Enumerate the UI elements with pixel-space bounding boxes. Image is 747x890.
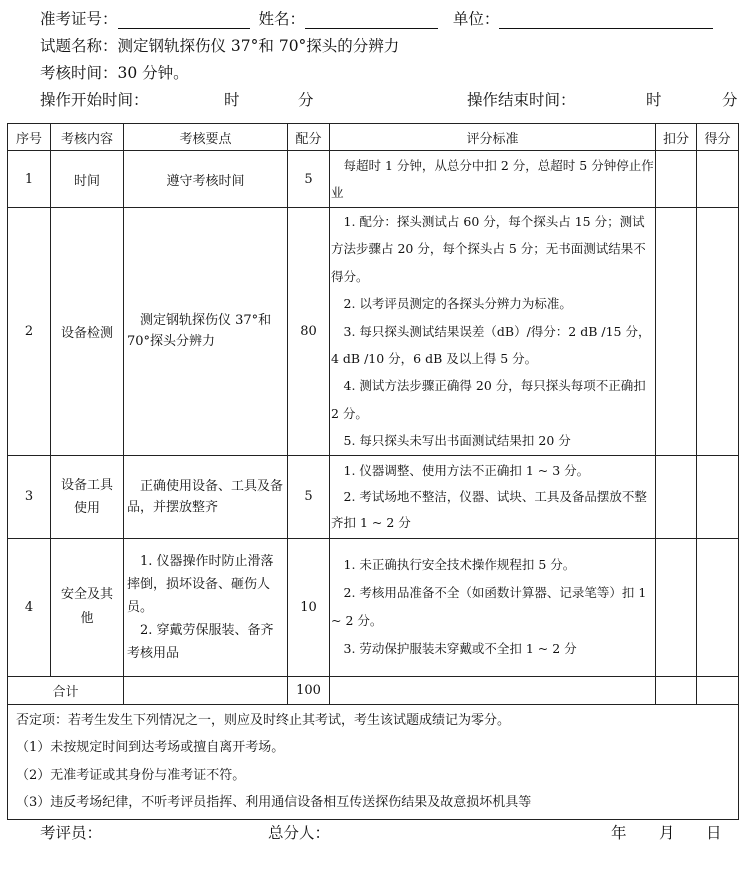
year-label: 年 [611,824,627,842]
row-criteria [330,538,656,676]
exam-duration: 考核时间：30 分钟。 [40,64,189,82]
row-score: 5 [288,455,330,538]
criteria-item: 每超时 1 分钟，从总分中扣 2 分，总超时 5 分钟停止作业 [331,157,654,200]
total-deduct-cell[interactable] [656,676,697,704]
start-time-label: 操作开始时间： [40,91,149,109]
criteria-item: 2. 考试场地不整洁，仪器、试块、工具及备品摆放不整齐扣 1 ~ 2 分 [331,488,647,530]
criteria-item: 1. 配分：探头测试占 60 分，每个探头占 15 分；测试方法步骤占 20 分，每个探头占 5 分；无书面测试结果不得分。 [331,214,646,284]
row-score: 80 [288,208,330,456]
negation-block [8,704,739,819]
col-header-deduct: 扣分 [656,124,697,151]
negation-item: （3）违反考场纪律，不听考评员指挥、利用通信设备相互传送探伤结果及故意损坏机具等 [16,795,532,811]
col-header-criteria: 评分标准 [330,124,656,151]
row-score: 10 [288,538,330,676]
negation-row [8,704,739,819]
criteria-item: 3. 每只探头测试结果误差（dB）/得分：2 dB /15 分，4 dB /10 分，6 dB 及以上得 5 分。 [331,323,651,367]
table-row [8,538,739,676]
criteria-item: 2. 以考评员测定的各探头分辨力为标准。 [343,296,572,312]
total-row [8,676,739,704]
row-criteria [330,455,656,538]
criteria-item: 3. 劳动保护服装未穿戴或不全扣 1 ~ 2 分 [343,641,577,657]
deduct-cell[interactable] [656,208,697,456]
row-points [124,538,288,676]
signature-line [0,821,747,843]
row-content: 安全及其他 [51,538,124,676]
row-points: 正确使用设备、工具及备品，并摆放整齐 [124,455,288,538]
row-score: 5 [288,151,330,208]
col-header-content: 考核内容 [51,124,124,151]
table-row [8,455,739,538]
end-time-label: 操作结束时间： [467,91,576,109]
deduct-cell[interactable] [656,151,697,208]
col-header-earned: 得分 [697,124,739,151]
earned-cell[interactable] [697,151,739,208]
total-points-cell [124,676,288,704]
examiner-label: 考评员： [40,824,103,842]
criteria-item: 1. 未正确执行安全技术操作规程扣 5 分。 [343,557,576,573]
col-header-no: 序号 [8,124,51,151]
operation-time-line [40,90,740,110]
negation-item: （2）无准考证或其身份与准考证不符。 [16,767,246,783]
row-criteria [330,151,656,208]
row-points: 遵守考核时间 [124,151,288,208]
col-header-score: 配分 [288,124,330,151]
candidate-info-line [40,9,713,29]
name-label: 姓名： [258,10,305,28]
row-content: 时间 [51,151,124,208]
table-row [8,151,739,208]
criteria-item: 4. 测试方法步骤正确得 20 分，每只探头每项不正确扣 2 分。 [331,378,646,421]
points-item: 2. 穿戴劳保服装、备齐考核用品 [127,622,274,661]
points-item: 1. 仪器操作时防止滑落摔倒，损坏设备、砸伤人员。 [127,553,274,615]
row-criteria [330,208,656,456]
unit-label: 单位： [452,10,500,28]
criteria-item: 5. 每只探头未写出书面测试结果扣 20 分 [343,433,571,449]
col-header-points: 考核要点 [124,124,288,151]
negation-item: （1）未按规定时间到达考场或擅自离开考场。 [16,740,285,756]
end-minute-label: 分 [722,91,738,109]
name-field[interactable] [305,12,438,29]
total-criteria-cell [330,676,656,704]
criteria-item: 2. 考核用品准备不全（如函数计算器、记录笔等）扣 1 ~ 2 分。 [331,585,647,629]
deduct-cell[interactable] [656,455,697,538]
row-no: 3 [8,455,51,538]
table-row [8,208,739,456]
total-label: 合计 [8,676,124,704]
row-no: 1 [8,151,51,208]
total-earned-cell[interactable] [697,676,739,704]
scorer-label: 总分人： [268,824,331,842]
exam-number-label: 准考证号： [40,10,118,28]
row-points: 测定钢轨探伤仪 37°和 70°探头分辨力 [124,208,288,456]
unit-field[interactable] [499,12,713,29]
scoring-table [7,123,739,820]
row-no: 2 [8,208,51,456]
month-label: 月 [659,824,675,842]
earned-cell[interactable] [697,455,739,538]
criteria-item: 1. 仪器调整、使用方法不正确扣 1 ~ 3 分。 [343,462,590,478]
end-hour-label: 时 [646,91,662,109]
total-score: 100 [288,676,330,704]
start-hour-label: 时 [224,91,240,109]
day-label: 日 [706,824,722,842]
row-no: 4 [8,538,51,676]
table-header-row [8,124,739,151]
earned-cell[interactable] [697,538,739,676]
negation-item: 否定项：若考生发生下列情况之一，则应及时终止其考试，考生该试题成绩记为零分。 [16,712,511,728]
row-content: 设备检测 [51,208,124,456]
row-content: 设备工具使用 [51,455,124,538]
exam-number-field[interactable] [118,12,250,29]
exam-topic: 试题名称：测定钢轨探伤仪 37°和 70°探头的分辨力 [40,37,400,55]
earned-cell[interactable] [697,208,739,456]
deduct-cell[interactable] [656,538,697,676]
start-minute-label: 分 [298,91,314,109]
